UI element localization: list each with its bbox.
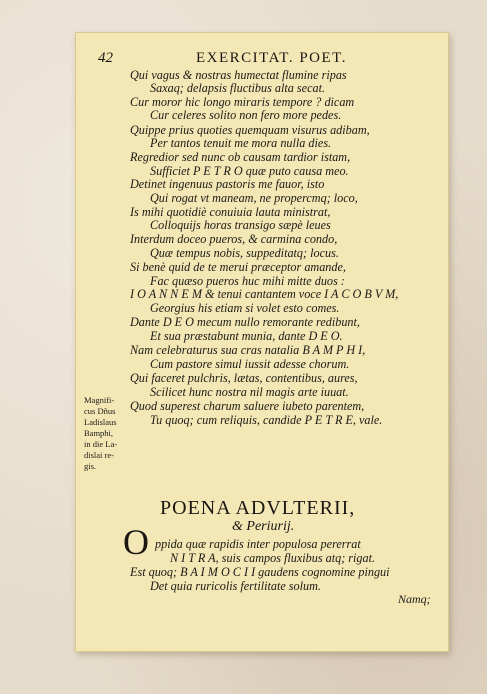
drop-cap: O <box>123 522 149 562</box>
verse-line: Qui rogat vt maneam, ne propercmq; loco, <box>150 191 358 205</box>
verse-line: Scilicet hunc nostra nil magis arte iuuat. <box>150 385 349 399</box>
verse-line: Cur celeres solito non fero more pedes. <box>150 108 342 122</box>
verse-line: Quæ tempus nobis, suppeditatq; locus. <box>150 246 339 260</box>
margin-note-line: Magnifi- <box>84 395 115 405</box>
poem-line: N I T R A, suis campos fluxibus atq; rigat. <box>170 551 376 565</box>
poem-line: ppida quæ rapidis inter populosa pererrat <box>155 537 361 551</box>
verse-line: Si benè quid de te merui præceptor amande, <box>130 260 346 274</box>
margin-note-line: Bamphi, <box>84 428 114 438</box>
verse-line: I O A N N E M & tenui cantantem voce I A C O B V M, <box>130 287 399 301</box>
verse-line: Nam celebraturus sua cras natalia B A M P H I, <box>130 343 366 357</box>
verse-line: Per tantos tenuit me mora nulla dies. <box>150 136 332 150</box>
verse-line: Tu quoq; cum reliquis, candide P E T R E, vale. <box>150 413 383 427</box>
verse-line: Georgius his etiam si volet esto comes. <box>150 301 340 315</box>
poem-line: Est quoq; B A I M O C I I gaudens cognomine pingui <box>130 565 390 579</box>
poem-line: Det quia ruricolis fertilitate solum. <box>150 579 321 593</box>
verse-line: Cur moror hic longo miraris tempore ? dicam <box>130 95 355 109</box>
verse-line: Quod superest charum saluere iubeto parentem, <box>130 399 365 413</box>
page-number: 42 <box>98 50 113 66</box>
verse-line: Detinet ingenuus pastoris me fauor, isto <box>130 177 325 191</box>
section-title: POENA ADVLTERII, <box>160 497 356 519</box>
verse-line: Et sua præstabunt munia, dante D E O. <box>150 329 343 343</box>
section-subtitle: & Periurij. <box>232 519 295 534</box>
catchword: Namq; <box>398 592 431 606</box>
margin-note-line: dislai re- <box>84 450 114 460</box>
margin-note-line: gis. <box>84 461 97 471</box>
margin-note-line: in die La- <box>84 439 118 449</box>
verse-line: Dante D E O mecum nullo remorante redibunt, <box>130 315 360 329</box>
verse-line: Fac quæso pueros huc mihi mitte duos : <box>150 274 345 288</box>
margin-note-line: cus Dñus <box>84 406 116 416</box>
verse-line: Qui faceret pulchris, lætas, contentibus, aures, <box>130 371 358 385</box>
verse-line: Is mihi quotidiè conuiuia lauta ministrat, <box>130 205 331 219</box>
verse-line: Sufficiet P E T R O quæ puto causa meo. <box>150 164 349 178</box>
verse-line: Cum pastore simul iussit adesse chorum. <box>150 357 350 371</box>
verse-line: Saxaq; delapsis fluctibus alta secat. <box>150 81 326 95</box>
verse-line: Regredior sed nunc ob causam tardior istam, <box>130 150 351 164</box>
margin-note-line: Ladislaus <box>84 417 117 427</box>
verse-line: Colloquijs horas transigo sæpè leues <box>150 218 331 232</box>
verse-line: Qui vagus & nostras humectat flumine ripas <box>130 68 347 82</box>
verse-line: Interdum doceo pueros, & carmina condo, <box>130 232 338 246</box>
running-head: EXERCITAT. POET. <box>196 50 347 66</box>
verse-line: Quippe prius quoties quemquam visurus adibam, <box>130 123 370 137</box>
